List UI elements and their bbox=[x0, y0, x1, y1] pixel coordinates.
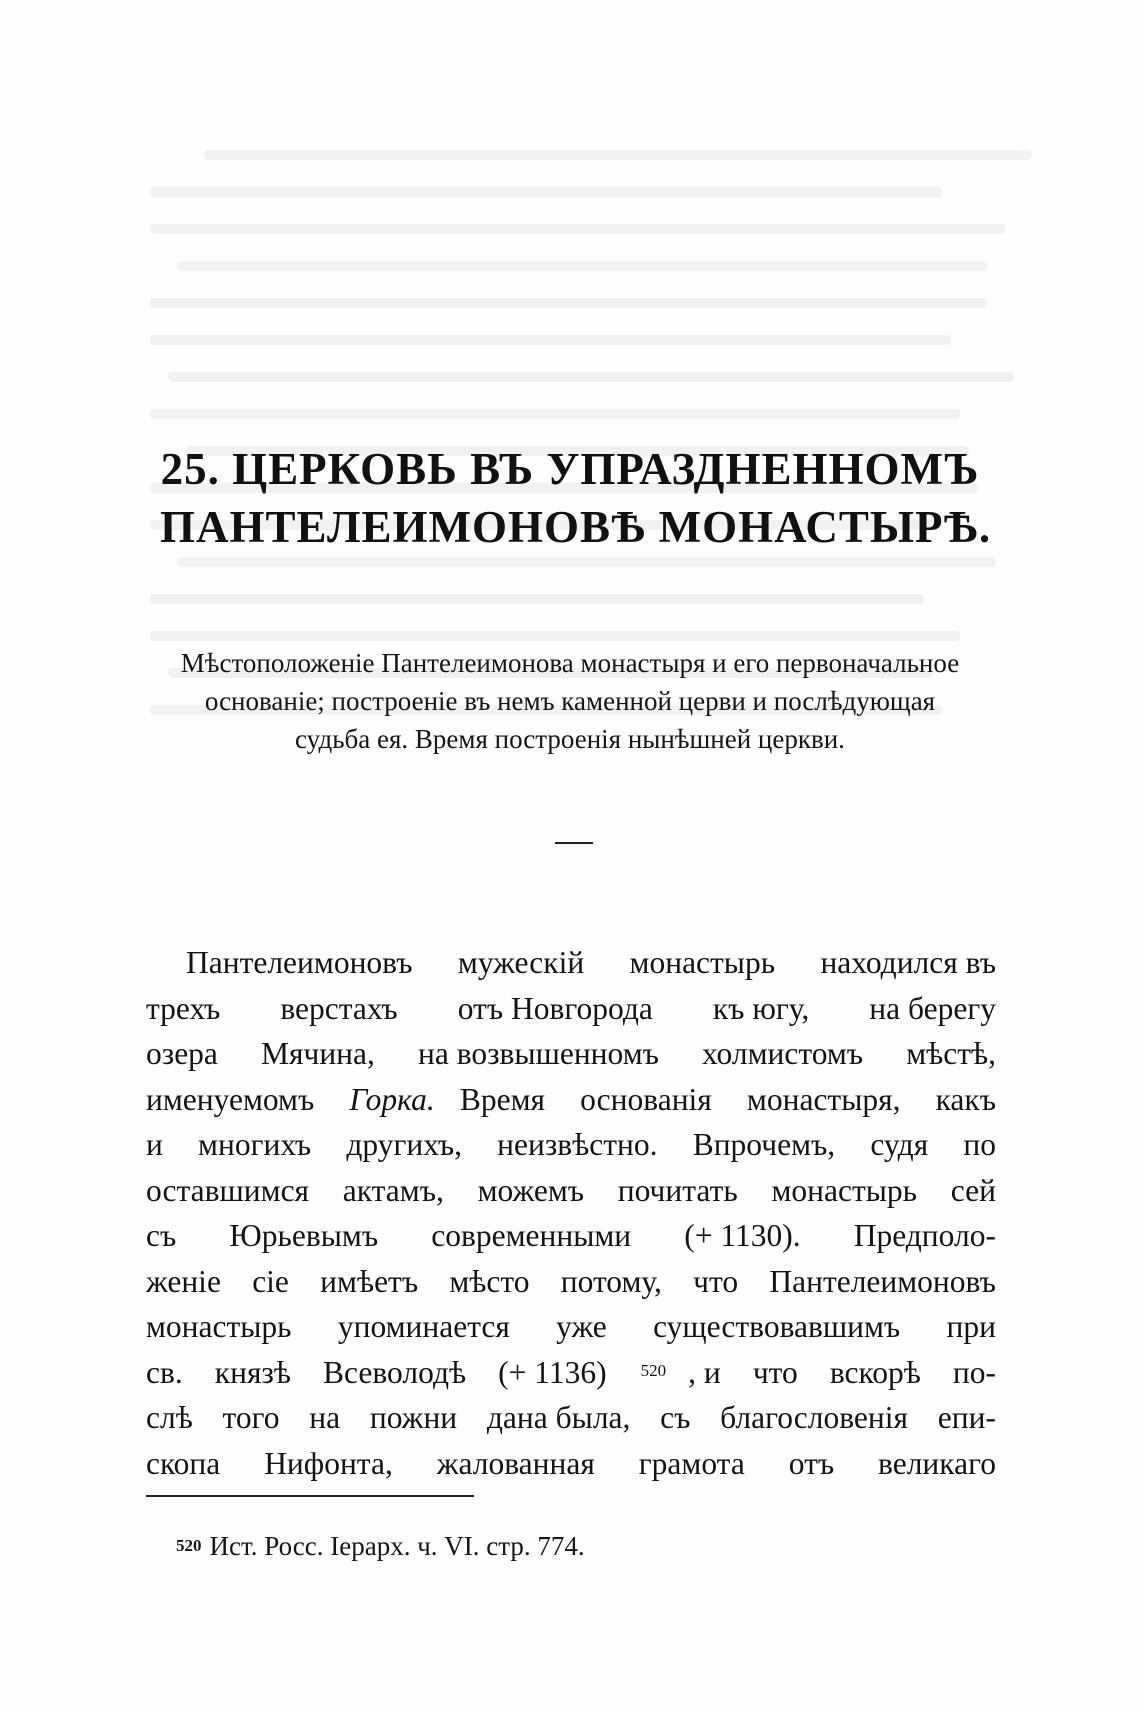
body-word: съ bbox=[660, 1400, 691, 1435]
body-line bbox=[146, 1259, 996, 1305]
body-line bbox=[146, 1304, 996, 1350]
chapter-title-line-2: ПАНТЕЛЕИМОНОВѢ МОНАСТЫРѢ. bbox=[160, 502, 992, 552]
body-word: другихъ, bbox=[346, 1127, 462, 1162]
body-word: жалованная bbox=[436, 1445, 595, 1481]
body-word: вскорѣ bbox=[829, 1354, 921, 1390]
body-word: дана была, bbox=[486, 1400, 631, 1435]
body-word: при bbox=[946, 1309, 996, 1344]
body-word: и bbox=[146, 1127, 163, 1162]
footnote-text: Ист. Росс. Іерарх. ч. VI. стр. 774. bbox=[209, 1531, 585, 1561]
body-word: грамота bbox=[638, 1445, 745, 1481]
body-line-with-footnote-ref bbox=[146, 1350, 996, 1396]
body-word: многихъ bbox=[198, 1127, 312, 1162]
body-word: по- bbox=[952, 1354, 996, 1390]
body-word: уже bbox=[556, 1309, 607, 1344]
body-word: что bbox=[693, 1263, 739, 1299]
body-line bbox=[146, 986, 996, 1032]
body-word: пожни bbox=[369, 1400, 458, 1435]
body-word: холмистомъ bbox=[702, 1036, 864, 1071]
chapter-title bbox=[160, 440, 992, 556]
body-word: съ bbox=[146, 1218, 177, 1253]
italic-place-name: Горка. bbox=[349, 1081, 435, 1117]
body-word: , и bbox=[688, 1354, 721, 1390]
body-word: верстахъ bbox=[280, 990, 398, 1026]
body-word: Время bbox=[459, 1081, 546, 1117]
body-word: монастыря, bbox=[746, 1081, 901, 1117]
body-word: можемъ bbox=[477, 1172, 585, 1208]
body-word: на возвышенномъ bbox=[417, 1036, 659, 1071]
body-word: слѣ bbox=[146, 1400, 193, 1435]
body-word: къ югу, bbox=[712, 990, 810, 1026]
body-word: трехъ bbox=[146, 990, 221, 1026]
body-line bbox=[146, 1168, 996, 1214]
body-word: современными bbox=[431, 1218, 632, 1253]
chapter-summary bbox=[140, 644, 1000, 758]
body-word: актамъ, bbox=[342, 1172, 444, 1208]
body-word: князѣ bbox=[214, 1354, 291, 1390]
body-line bbox=[146, 1213, 996, 1259]
body-word: отъ bbox=[788, 1445, 835, 1481]
body-line bbox=[146, 940, 996, 986]
body-word: неизвѣстно. bbox=[497, 1127, 658, 1162]
body-word: мѣсто bbox=[449, 1263, 530, 1299]
body-word: сіе bbox=[252, 1263, 289, 1299]
body-word: именуемомъ bbox=[146, 1081, 315, 1117]
body-word: существовавшимъ bbox=[653, 1309, 901, 1344]
summary-line-3: судьба ея. Время построенія нынѣшней церкви. bbox=[295, 724, 845, 754]
body-word: какъ bbox=[935, 1081, 996, 1117]
footnote-number: 520 bbox=[176, 1536, 202, 1555]
body-word: Впрочемъ, bbox=[692, 1127, 836, 1162]
body-word: что bbox=[752, 1354, 798, 1390]
body-word: основанія bbox=[580, 1081, 712, 1117]
body-word: имѣетъ bbox=[320, 1263, 419, 1299]
chapter-title-line-1: 25. ЦЕРКОВЬ ВЪ УПРАЗДНЕННОМЪ bbox=[160, 444, 980, 494]
body-word: того bbox=[222, 1400, 280, 1435]
body-word: Пантелеимоновъ bbox=[769, 1263, 996, 1299]
body-word: судя bbox=[870, 1127, 929, 1162]
summary-line-2: основаніе; построеніе въ немъ каменной церви и послѣдующая bbox=[204, 686, 936, 716]
body-word: (+ 1136) bbox=[498, 1354, 607, 1390]
body-word: Пантелеимоновъ bbox=[186, 945, 413, 980]
body-word: на берегу bbox=[869, 990, 996, 1026]
body-word: Мячина, bbox=[260, 1036, 375, 1071]
body-word: монастырь bbox=[629, 945, 776, 980]
body-word: монастырь bbox=[146, 1309, 292, 1344]
body-word: Юрьевымъ bbox=[229, 1218, 379, 1253]
body-word: св. bbox=[146, 1354, 183, 1390]
body-word: озера bbox=[146, 1036, 218, 1071]
body-word: Предполо- bbox=[853, 1218, 996, 1253]
body-line bbox=[146, 1122, 996, 1168]
body-word: на bbox=[309, 1400, 341, 1435]
footnote-rule bbox=[146, 1495, 474, 1497]
body-word: отъ Новгорода bbox=[457, 990, 653, 1026]
body-paragraph bbox=[146, 940, 996, 1486]
section-separator bbox=[555, 842, 593, 844]
body-word: монастырь bbox=[771, 1172, 917, 1208]
body-line bbox=[146, 1395, 996, 1441]
body-word: оставшимся bbox=[146, 1172, 310, 1208]
body-word: Всеволодѣ bbox=[323, 1354, 467, 1390]
body-word: находился въ bbox=[820, 945, 996, 980]
body-word: мужескій bbox=[457, 945, 585, 980]
body-word: по bbox=[963, 1127, 996, 1162]
footnote-reference[interactable]: 520 bbox=[640, 1360, 667, 1380]
body-word: Нифонта, bbox=[264, 1445, 393, 1481]
footnote bbox=[176, 1530, 585, 1562]
body-line bbox=[146, 1031, 996, 1077]
body-line-with-italic bbox=[146, 1077, 996, 1123]
body-line bbox=[146, 1441, 996, 1487]
body-word: упоминается bbox=[337, 1309, 510, 1344]
body-word: мѣстѣ, bbox=[906, 1036, 996, 1071]
body-word: великаго bbox=[878, 1445, 996, 1481]
body-word: почитать bbox=[617, 1172, 738, 1208]
body-word: скопа bbox=[146, 1445, 221, 1481]
body-word: благословенія bbox=[720, 1400, 908, 1435]
body-word: епи- bbox=[937, 1400, 996, 1435]
body-word: (+ 1130). bbox=[684, 1218, 801, 1253]
body-word: сей bbox=[950, 1172, 996, 1208]
body-word: потому, bbox=[560, 1263, 662, 1299]
summary-line-1: Мѣстоположеніе Пантелеимонова монастыря и его первоначальное bbox=[180, 648, 960, 678]
body-word: женіе bbox=[146, 1263, 221, 1299]
